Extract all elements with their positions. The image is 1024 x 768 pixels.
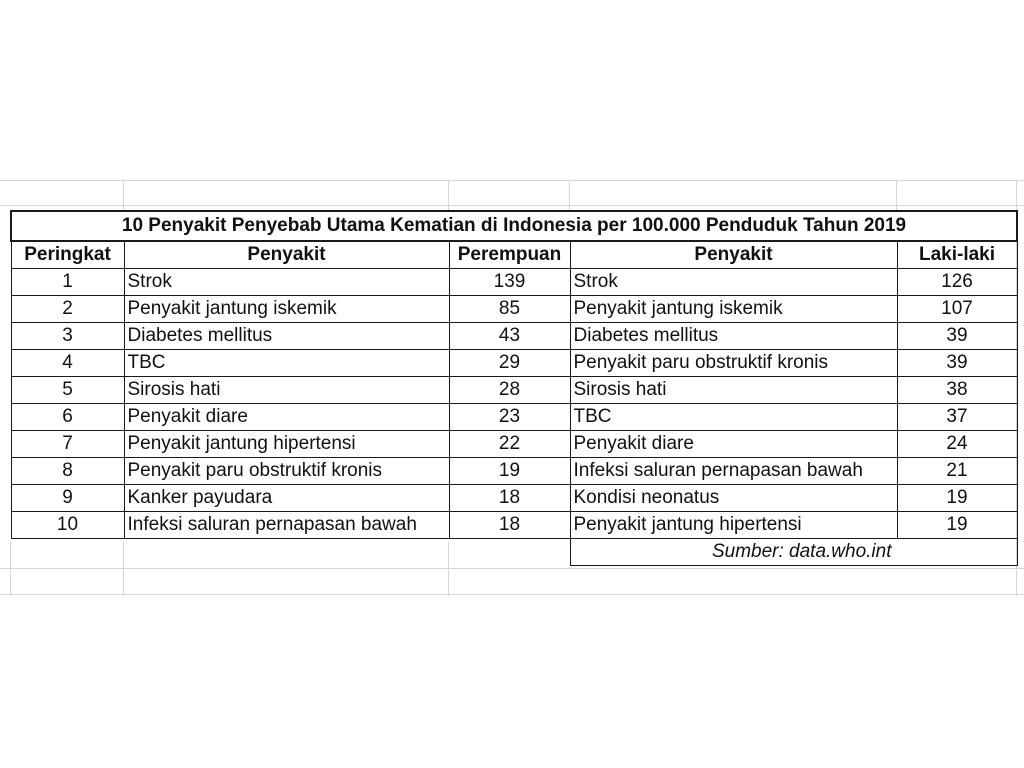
header-disease-female[interactable]: Penyakit [124, 241, 449, 269]
male-value-cell[interactable]: 39 [897, 350, 1017, 377]
rank-cell[interactable]: 1 [11, 269, 124, 296]
rank-cell[interactable]: 4 [11, 350, 124, 377]
gridline [0, 568, 1024, 569]
header-female[interactable]: Perempuan [449, 241, 570, 269]
empty-cell[interactable] [11, 539, 570, 566]
female-value-cell[interactable]: 22 [449, 431, 570, 458]
rank-cell[interactable]: 10 [11, 512, 124, 539]
header-rank[interactable]: Peringkat [11, 241, 124, 269]
disease-female-cell[interactable]: Penyakit jantung hipertensi [124, 431, 449, 458]
rank-cell[interactable]: 6 [11, 404, 124, 431]
female-value-cell[interactable]: 85 [449, 296, 570, 323]
male-value-cell[interactable]: 24 [897, 431, 1017, 458]
title-row [11, 211, 1017, 241]
gridline [0, 180, 1024, 181]
table-row [11, 377, 1017, 404]
header-row [11, 241, 1017, 269]
disease-male-cell[interactable]: Infeksi saluran pernapasan bawah [570, 458, 897, 485]
female-value-cell[interactable]: 43 [449, 323, 570, 350]
female-value-cell[interactable]: 18 [449, 485, 570, 512]
disease-female-cell[interactable]: Penyakit jantung iskemik [124, 296, 449, 323]
gridline [0, 594, 1024, 595]
male-value-cell[interactable]: 19 [897, 512, 1017, 539]
rank-cell[interactable]: 5 [11, 377, 124, 404]
rank-cell[interactable]: 7 [11, 431, 124, 458]
table-title[interactable]: 10 Penyakit Penyebab Utama Kematian di Indonesia per 100.000 Penduduk Tahun 2019 [11, 211, 1017, 241]
male-value-cell[interactable]: 126 [897, 269, 1017, 296]
female-value-cell[interactable]: 23 [449, 404, 570, 431]
rank-cell[interactable]: 2 [11, 296, 124, 323]
disease-female-cell[interactable]: Kanker payudara [124, 485, 449, 512]
female-value-cell[interactable]: 29 [449, 350, 570, 377]
male-value-cell[interactable]: 39 [897, 323, 1017, 350]
header-disease-male[interactable]: Penyakit [570, 241, 897, 269]
male-value-cell[interactable]: 37 [897, 404, 1017, 431]
table-row [11, 512, 1017, 539]
female-value-cell[interactable]: 28 [449, 377, 570, 404]
disease-male-cell[interactable]: Penyakit jantung iskemik [570, 296, 897, 323]
table-row [11, 269, 1017, 296]
disease-male-cell[interactable]: Penyakit paru obstruktif kronis [570, 350, 897, 377]
female-value-cell[interactable]: 18 [449, 512, 570, 539]
disease-female-cell[interactable]: Strok [124, 269, 449, 296]
table-row [11, 404, 1017, 431]
header-male[interactable]: Laki-laki [897, 241, 1017, 269]
disease-female-cell[interactable]: Sirosis hati [124, 377, 449, 404]
male-value-cell[interactable]: 107 [897, 296, 1017, 323]
disease-female-cell[interactable]: Infeksi saluran pernapasan bawah [124, 512, 449, 539]
spreadsheet-area [0, 180, 1024, 596]
disease-male-cell[interactable]: Sirosis hati [570, 377, 897, 404]
table-row [11, 350, 1017, 377]
rank-cell[interactable]: 9 [11, 485, 124, 512]
disease-male-cell[interactable]: Strok [570, 269, 897, 296]
rank-cell[interactable]: 8 [11, 458, 124, 485]
gridline [569, 180, 570, 210]
gridline [123, 180, 124, 210]
disease-female-cell[interactable]: Diabetes mellitus [124, 323, 449, 350]
disease-male-cell[interactable]: Penyakit jantung hipertensi [570, 512, 897, 539]
table-row [11, 296, 1017, 323]
table-row [11, 431, 1017, 458]
table-row [11, 485, 1017, 512]
disease-female-cell[interactable]: Penyakit diare [124, 404, 449, 431]
rank-cell[interactable]: 3 [11, 323, 124, 350]
table-row [11, 458, 1017, 485]
disease-male-cell[interactable]: Kondisi neonatus [570, 485, 897, 512]
source-note[interactable]: Sumber: data.who.int [570, 539, 1017, 566]
female-value-cell[interactable]: 139 [449, 269, 570, 296]
female-value-cell[interactable]: 19 [449, 458, 570, 485]
source-row [11, 539, 1017, 566]
gridline [0, 205, 1024, 206]
male-value-cell[interactable]: 21 [897, 458, 1017, 485]
disease-male-cell[interactable]: TBC [570, 404, 897, 431]
male-value-cell[interactable]: 19 [897, 485, 1017, 512]
gridline [448, 180, 449, 210]
disease-male-cell[interactable]: Penyakit diare [570, 431, 897, 458]
gridline [896, 180, 897, 210]
disease-female-cell[interactable]: TBC [124, 350, 449, 377]
disease-male-cell[interactable]: Diabetes mellitus [570, 323, 897, 350]
male-value-cell[interactable]: 38 [897, 377, 1017, 404]
disease-female-cell[interactable]: Penyakit paru obstruktif kronis [124, 458, 449, 485]
table-row [11, 323, 1017, 350]
mortality-table [10, 210, 1018, 566]
